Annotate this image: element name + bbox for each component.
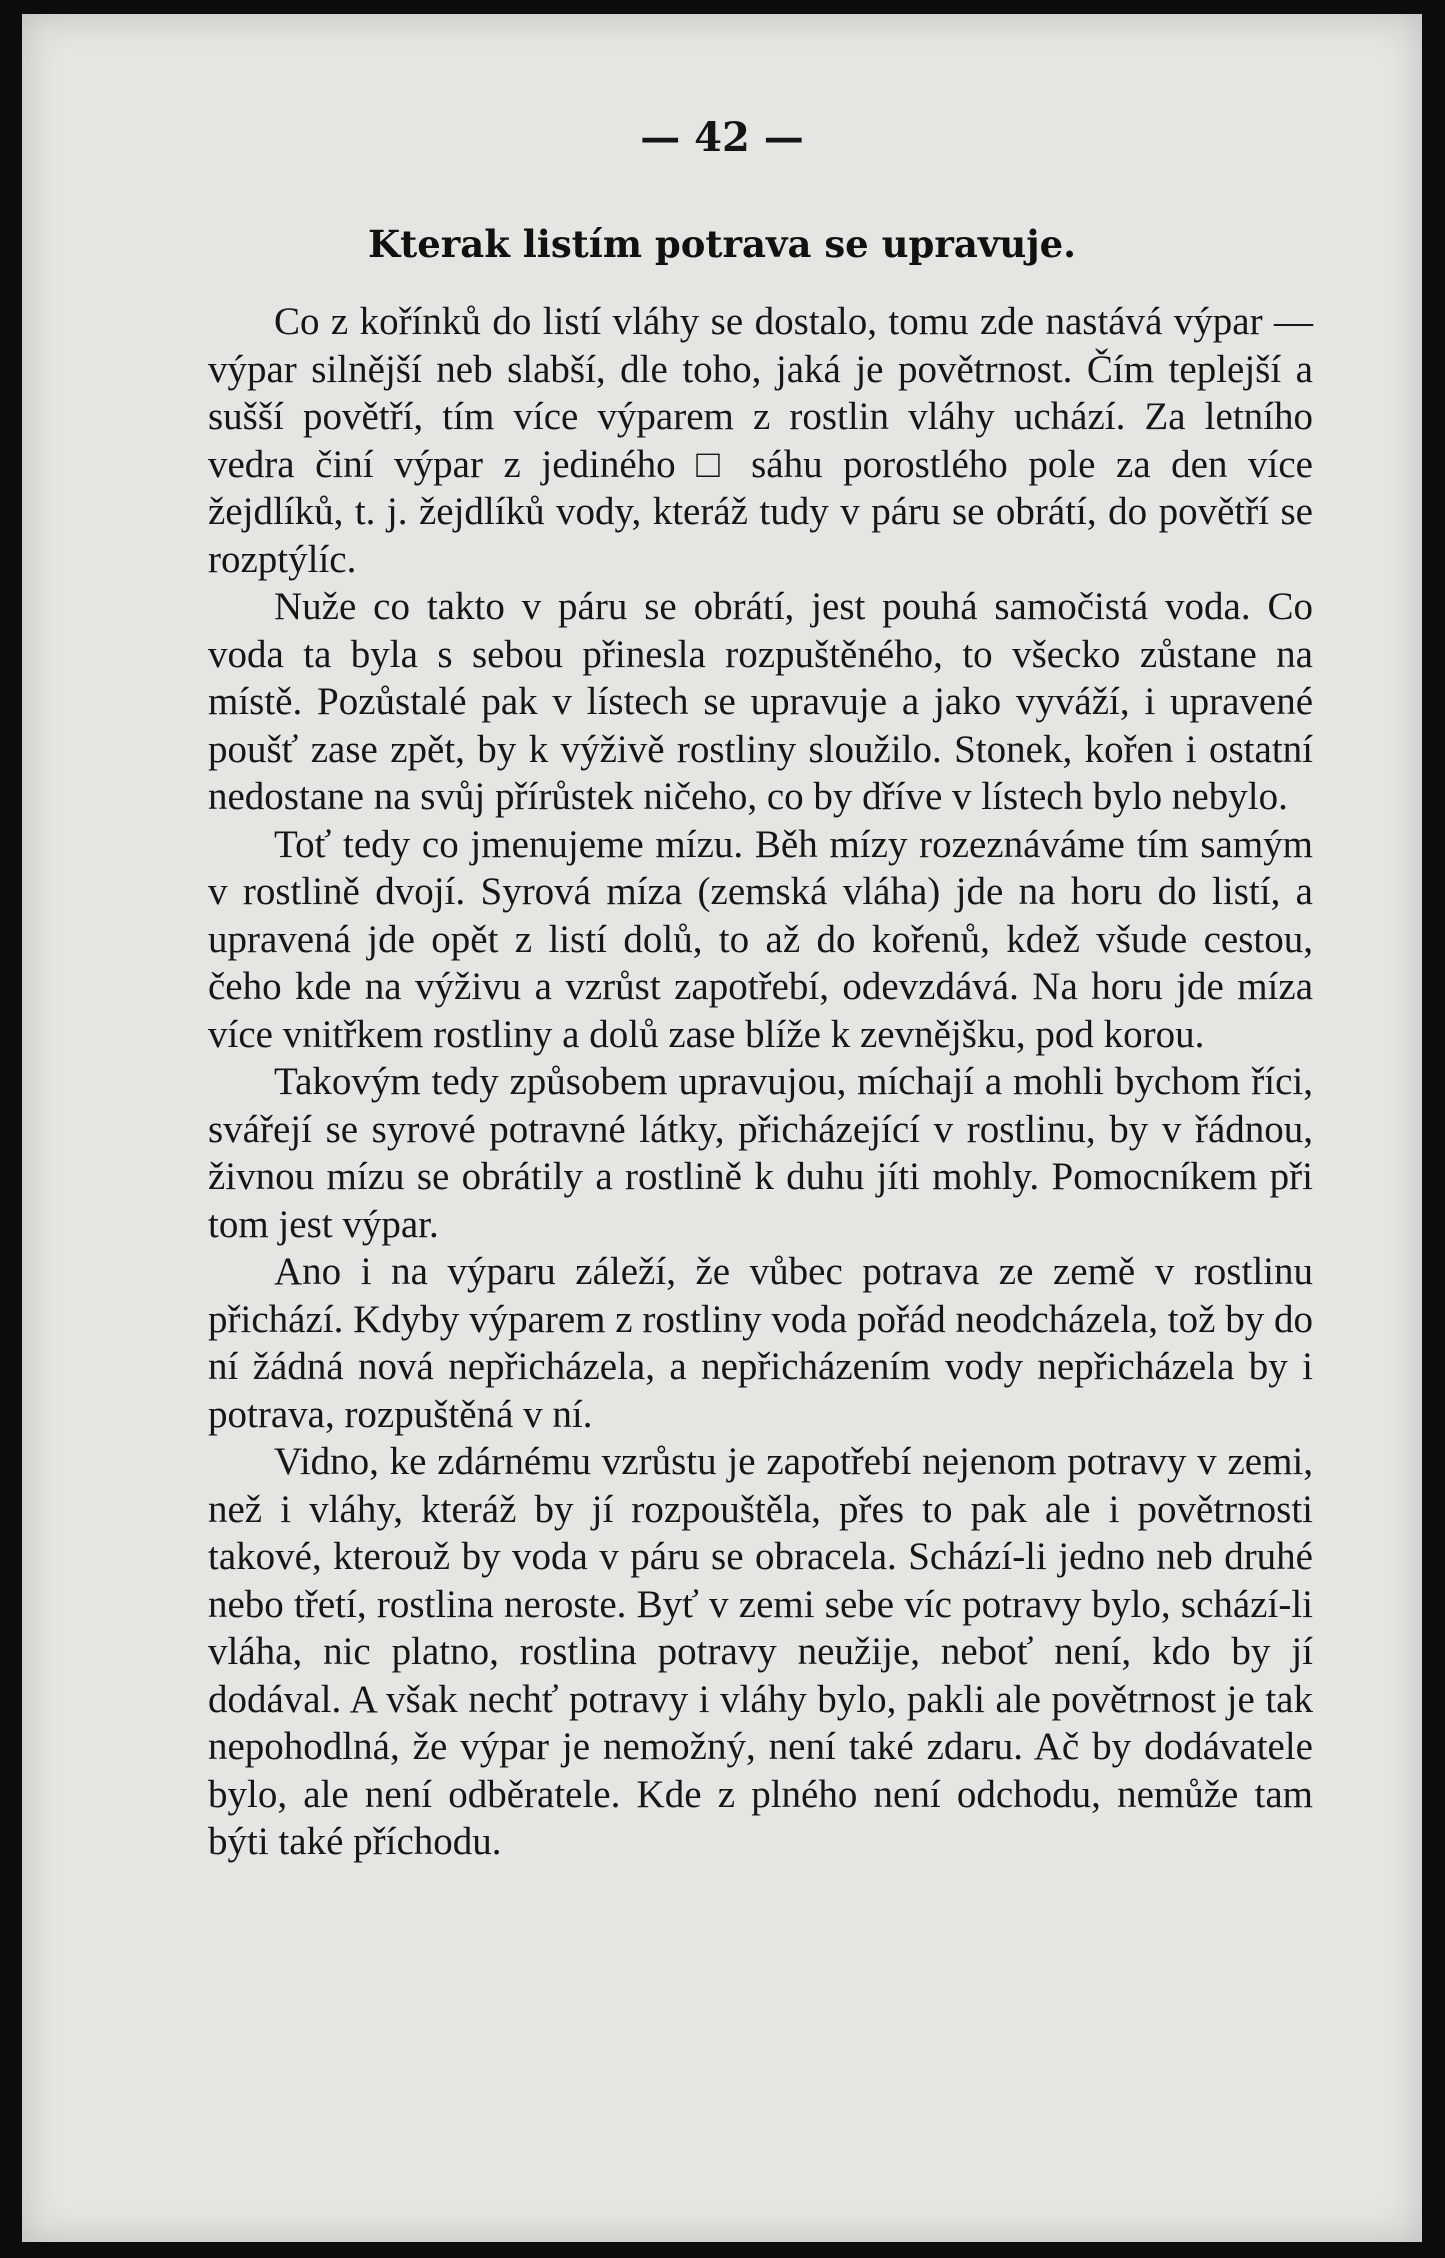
book-page — [22, 14, 1422, 2242]
body-text — [208, 298, 1313, 1866]
paragraph: Takovým tedy způsobem upravujou, míchají a mohli bychom říci, svářejí se syrové potravné látky, přicházející v rostlinu, by v řádnou, živnou mízu se obrátily a rostlině k duhu jíti mohly. Pomocníkem při tom jest výpar. — [208, 1060, 1313, 1246]
paragraph: Toť tedy co jmenujeme mízu. Běh mízy rozeznáváme tím samým v rostlině dvojí. Syrová míza (zemská vláha) jde na horu do listí, a upravená jde opět z listí dolů, to až do kořenů, kdež všude cestou, čeho kde na výživu a vzrůst zapotřebí, odevzdává. Na horu jde míza více vnitřkem rostliny a dolů zase blíže k zevnějšku, pod korou. — [208, 822, 1313, 1056]
paragraph: Co z kořínků do listí vláhy se dostalo, tomu zde nastává výpar — výpar silnější neb slabší, dle toho, jaká je povětrnost. Čím teplejší a sušší povětří, tím více výparem z rostlin vláhy uchází. Za letního vedra činí výpar z jediného □ sáhu porostlého pole za den více žejdlíků, t. j. žejdlíků vody, kteráž tudy v páru se obrátí, do povětří se rozptýlíc. — [208, 300, 1313, 581]
page-number: — 42 — — [640, 114, 804, 161]
chapter-title: Kterak listím potrava se upravuje. — [367, 222, 1077, 266]
paragraph: Nuže co takto v páru se obrátí, jest pouhá samočistá voda. Co voda ta byla s sebou přinesla rozpuštěného, to všecko zůstane na místě. Pozůstalé pak v lístech se upravuje a jako vyváží, i upravené poušť zase zpět, by k výživě rostliny sloužilo. Stonek, kořen i ostatní nedostane na svůj přírůstek ničeho, co by dříve v lístech bylo nebylo. — [208, 585, 1313, 818]
paragraph: Vidno, ke zdárnému vzrůstu je zapotřebí nejenom potravy v zemi, než i vláhy, kteráž by jí rozpouštěla, přes to pak ale i povětrnosti takové, kterouž by voda v páru se obracela. Schází-li jedno neb druhé nebo třetí, rostlina neroste. Byť v zemi sebe víc potravy bylo, schází-li vláha, nic platno, rostlina potravy neužije, neboť není, kdo by jí dodával. A však nechť potravy i vláhy bylo, pakli ale povětrnost je tak nepohodlná, že výpar je nemožný, není také zdaru. Ač by dodávatele bylo, ale není odběratele. Kde z plného není odchodu, nemůže tam býti také příchodu. — [208, 1440, 1313, 1863]
paragraph: Ano i na výparu záleží, že vůbec potrava ze země v rostlinu přichází. Kdyby výparem z rostliny voda pořád neodcházela, tož by do ní žádná nová nepřicházela, a nepřicházením vody nepřicházela by i potrava, rozpuštěná v ní. — [208, 1250, 1313, 1436]
